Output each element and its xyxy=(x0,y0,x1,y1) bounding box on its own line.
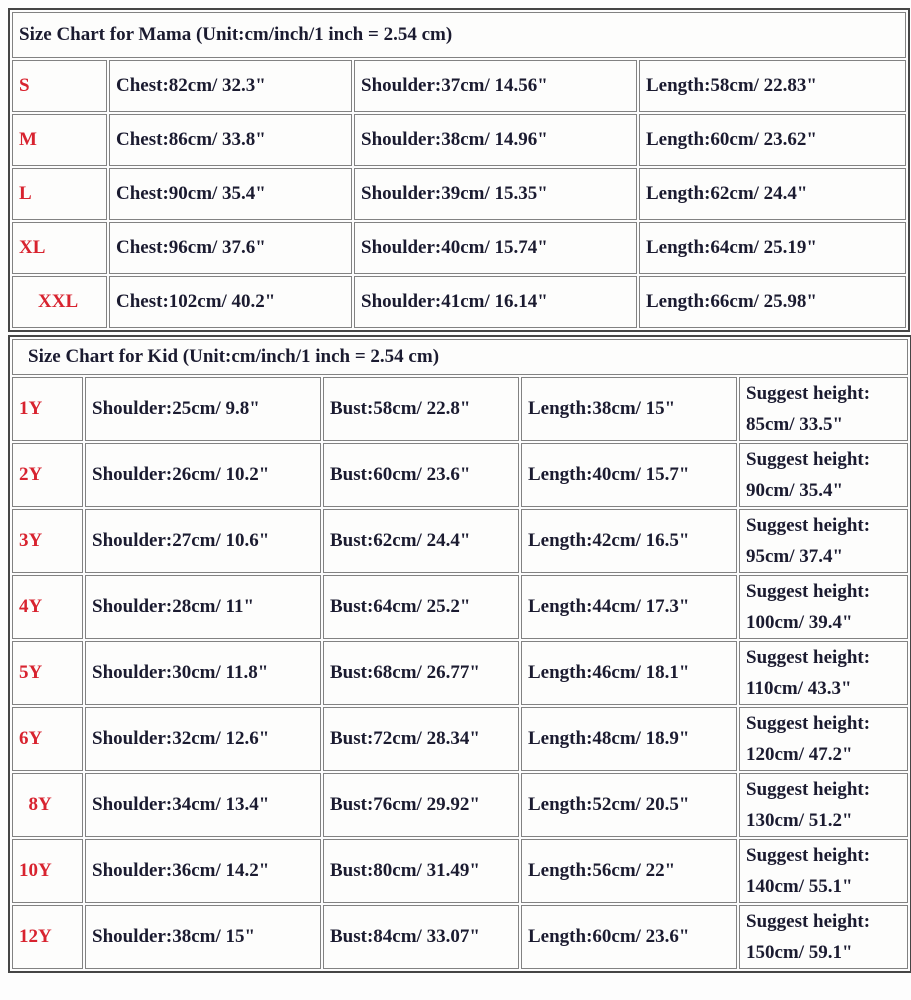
length-cell: Length:46cm/ 18.1" xyxy=(521,641,737,705)
suggest-height-value: 90cm/ 35.4" xyxy=(746,480,844,501)
suggest-height-label: Suggest height: xyxy=(746,845,871,866)
size-label-cell: 4Y xyxy=(12,575,83,639)
size-label-cell: 8Y xyxy=(12,773,83,837)
chest-cell: Chest:102cm/ 40.2" xyxy=(109,276,352,328)
table-row xyxy=(12,443,908,507)
suggest-height-cell xyxy=(739,575,908,639)
suggest-height-cell xyxy=(739,839,908,903)
table-row xyxy=(12,839,908,903)
shoulder-cell: Shoulder:38cm/ 14.96" xyxy=(354,114,637,166)
chest-cell: Chest:96cm/ 37.6" xyxy=(109,222,352,274)
suggest-height-label: Suggest height: xyxy=(746,713,871,734)
shoulder-cell: Shoulder:28cm/ 11" xyxy=(85,575,321,639)
length-cell: Length:60cm/ 23.62" xyxy=(639,114,906,166)
suggest-height-cell xyxy=(739,707,908,771)
length-cell: Length:64cm/ 25.19" xyxy=(639,222,906,274)
shoulder-cell: Shoulder:38cm/ 15" xyxy=(85,905,321,969)
length-cell: Length:56cm/ 22" xyxy=(521,839,737,903)
size-label-cell: XL xyxy=(12,222,107,274)
suggest-height-value: 140cm/ 55.1" xyxy=(746,876,853,897)
suggest-height-value: 100cm/ 39.4" xyxy=(746,612,853,633)
suggest-height-label: Suggest height: xyxy=(746,383,871,404)
suggest-height-label: Suggest height: xyxy=(746,911,871,932)
size-label-cell: L xyxy=(12,168,107,220)
bust-cell: Bust:72cm/ 28.34" xyxy=(323,707,519,771)
shoulder-cell: Shoulder:37cm/ 14.56" xyxy=(354,60,637,112)
length-cell: Length:42cm/ 16.5" xyxy=(521,509,737,573)
suggest-height-cell xyxy=(739,641,908,705)
kid-size-chart-table xyxy=(8,335,911,973)
suggest-height-label: Suggest height: xyxy=(746,581,871,602)
shoulder-cell: Shoulder:30cm/ 11.8" xyxy=(85,641,321,705)
suggest-height-label: Suggest height: xyxy=(746,515,871,536)
shoulder-cell: Shoulder:40cm/ 15.74" xyxy=(354,222,637,274)
suggest-height-value: 95cm/ 37.4" xyxy=(746,546,844,567)
bust-cell: Bust:76cm/ 29.92" xyxy=(323,773,519,837)
bust-cell: Bust:60cm/ 23.6" xyxy=(323,443,519,507)
shoulder-cell: Shoulder:27cm/ 10.6" xyxy=(85,509,321,573)
suggest-height-cell xyxy=(739,905,908,969)
bust-cell: Bust:84cm/ 33.07" xyxy=(323,905,519,969)
size-label-cell: 10Y xyxy=(12,839,83,903)
length-cell: Length:40cm/ 15.7" xyxy=(521,443,737,507)
suggest-height-cell xyxy=(739,773,908,837)
length-cell: Length:44cm/ 17.3" xyxy=(521,575,737,639)
length-cell: Length:52cm/ 20.5" xyxy=(521,773,737,837)
chest-cell: Chest:90cm/ 35.4" xyxy=(109,168,352,220)
suggest-height-cell xyxy=(739,377,908,441)
shoulder-cell: Shoulder:25cm/ 9.8" xyxy=(85,377,321,441)
suggest-height-value: 130cm/ 51.2" xyxy=(746,810,853,831)
size-label-cell: 6Y xyxy=(12,707,83,771)
bust-cell: Bust:80cm/ 31.49" xyxy=(323,839,519,903)
table-row xyxy=(12,60,906,112)
table-row xyxy=(12,575,908,639)
length-cell: Length:58cm/ 22.83" xyxy=(639,60,906,112)
suggest-height-value: 120cm/ 47.2" xyxy=(746,744,853,765)
shoulder-cell: Shoulder:41cm/ 16.14" xyxy=(354,276,637,328)
size-label-cell: S xyxy=(12,60,107,112)
suggest-height-value: 110cm/ 43.3" xyxy=(746,678,852,699)
size-label-cell: XXL xyxy=(12,276,107,328)
shoulder-cell: Shoulder:36cm/ 14.2" xyxy=(85,839,321,903)
size-label-cell: 12Y xyxy=(12,905,83,969)
size-label-cell: 5Y xyxy=(12,641,83,705)
bust-cell: Bust:68cm/ 26.77" xyxy=(323,641,519,705)
table-row xyxy=(12,509,908,573)
size-label-cell: M xyxy=(12,114,107,166)
size-label-cell: 1Y xyxy=(12,377,83,441)
size-label-cell: 2Y xyxy=(12,443,83,507)
suggest-height-label: Suggest height: xyxy=(746,647,871,668)
bust-cell: Bust:58cm/ 22.8" xyxy=(323,377,519,441)
kid-table-title: Size Chart for Kid (Unit:cm/inch/1 inch = 2.54 cm) xyxy=(12,339,908,375)
chest-cell: Chest:86cm/ 33.8" xyxy=(109,114,352,166)
suggest-height-value: 150cm/ 59.1" xyxy=(746,942,853,963)
shoulder-cell: Shoulder:26cm/ 10.2" xyxy=(85,443,321,507)
table-row xyxy=(12,707,908,771)
suggest-height-label: Suggest height: xyxy=(746,779,871,800)
table-row xyxy=(12,641,908,705)
suggest-height-cell xyxy=(739,509,908,573)
length-cell: Length:48cm/ 18.9" xyxy=(521,707,737,771)
suggest-height-value: 85cm/ 33.5" xyxy=(746,414,844,435)
table-row xyxy=(12,276,906,328)
length-cell: Length:38cm/ 15" xyxy=(521,377,737,441)
shoulder-cell: Shoulder:32cm/ 12.6" xyxy=(85,707,321,771)
size-label-cell: 3Y xyxy=(12,509,83,573)
length-cell: Length:62cm/ 24.4" xyxy=(639,168,906,220)
shoulder-cell: Shoulder:39cm/ 15.35" xyxy=(354,168,637,220)
length-cell: Length:66cm/ 25.98" xyxy=(639,276,906,328)
shoulder-cell: Shoulder:34cm/ 13.4" xyxy=(85,773,321,837)
mama-size-chart-table xyxy=(8,8,910,332)
bust-cell: Bust:62cm/ 24.4" xyxy=(323,509,519,573)
table-row xyxy=(12,114,906,166)
suggest-height-label: Suggest height: xyxy=(746,449,871,470)
chest-cell: Chest:82cm/ 32.3" xyxy=(109,60,352,112)
table-row xyxy=(12,377,908,441)
mama-title-row xyxy=(12,12,906,58)
table-row xyxy=(12,168,906,220)
mama-table-title: Size Chart for Mama (Unit:cm/inch/1 inch = 2.54 cm) xyxy=(12,12,906,58)
table-row xyxy=(12,905,908,969)
bust-cell: Bust:64cm/ 25.2" xyxy=(323,575,519,639)
table-row xyxy=(12,773,908,837)
kid-title-row xyxy=(12,339,908,375)
length-cell: Length:60cm/ 23.6" xyxy=(521,905,737,969)
suggest-height-cell xyxy=(739,443,908,507)
table-row xyxy=(12,222,906,274)
